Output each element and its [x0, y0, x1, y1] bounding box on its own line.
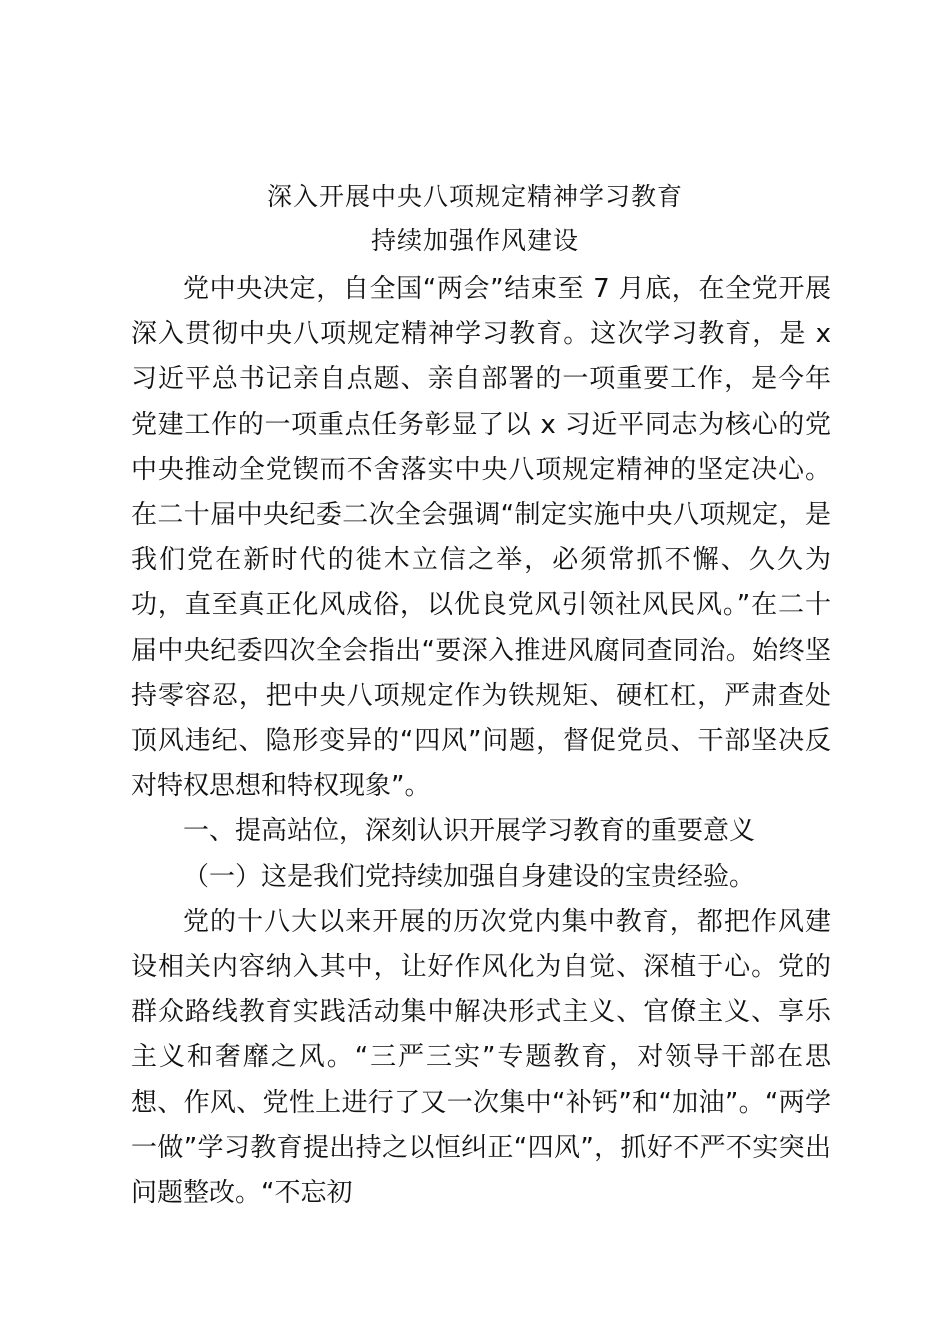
document-body [131, 267, 831, 1216]
section-heading-1: 一、提高站位，深刻认识开展学习教育的重要意义 [183, 816, 756, 847]
paragraph-history: 党的十八大以来开展的历次党内集中教育，都把作风建设相关内容纳入其中，让好作风化为自觉、深植于心。党的群众路线教育实践活动集中解决形式主义、官僚主义、享乐主义和奢靡之风。“三严三实”专题教育，对领导干部在思想、作风、党性上进行了又一次集中“补钙”和“加油”。“两学一做”学习教育提出持之以恒纠正“四风”，抓好不严不实突出问题整改。“不忘初 [131, 906, 831, 1209]
subsection-heading-1-1: （一）这是我们党持续加强自身建设的宝贵经验。 [183, 861, 756, 892]
document-title-line-2: 持续加强作风建设 [370, 226, 579, 255]
paragraph-intro: 党中央决定，自全国“两会”结束至 7 月底，在全党开展深入贯彻中央八项规定精神学习教育。这次学习教育，是 x 习近平总书记亲自点题、亲自部署的一项重要工作，是今年党建工作的一项重点任务彰显了以 x 习近平同志为核心的党中央推动全党锲而不舍落实中央八项规定精神的坚定决心。在二十届中央纪委二次全会强调“制定实施中央八项规定，是我们党在新时代的徙木立信之举，必须常抓不懈、久久为功，直至真正化风成俗，以优良党风引领社风民风。”在二十届中央纪委四次全会指出“要深入推进风腐同查同治。始终坚持零容忍，把中央八项规定作为铁规矩、硬杠杠，严肃查处顶风违纪、隐形变异的“四风”问题，督促党员、干部坚决反对特权思想和特权现象”。 [131, 274, 831, 802]
document-title-line-1: 深入开展中央八项规定精神学习教育 [266, 182, 683, 211]
